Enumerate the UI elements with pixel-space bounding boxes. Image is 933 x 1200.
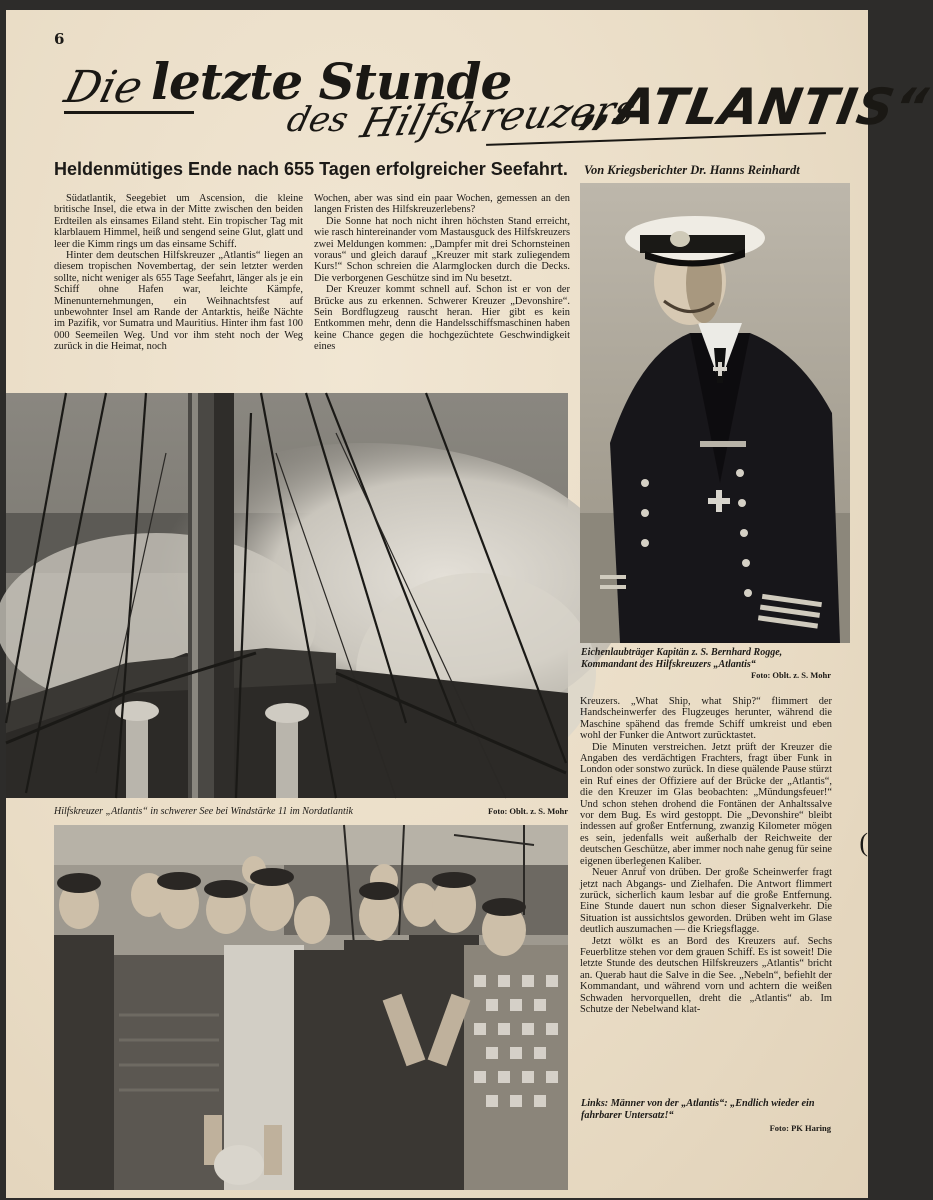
text-column-3	[580, 696, 832, 1088]
crew-photo-credit: Foto: PK Haring	[769, 1123, 831, 1133]
headline-atlantis: „ATLANTIS“	[578, 78, 933, 136]
headline-letzte-stunde: letzte Stunde	[151, 52, 512, 111]
paragraph: Der Kreuzer kommt schnell auf. Schon ist er von der Brücke aus zu erkennen. Schwerer Kreuzer „Devonshire“. Sein Bordflugzeug rauscht heran. Hier gibt es kein Entkommen mehr, denn die Handelsschiffsmaschinen haben keine Chance gegen die hochgezüchtete Geschwindigkeit eines	[314, 284, 570, 353]
crew-photo-caption: Links: Männer von der „Atlantis“: „Endlich wieder ein fahrbarer Untersatz!“	[581, 1098, 815, 1121]
headline-die: Die	[59, 62, 148, 113]
paragraph: Hinter dem deutschen Hilfskreuzer „Atlantis“ liegen an diesem tropischen Novembertag, der sein letzter werden sollte, nicht weniger als 655 Tage Seefahrt, länger als je ein Schiff ohne Hafen war, leichte Kämpfe, Minenunternehmungen, ein Weihnachtsfest auf unbewohnter Insel am Rande der Antarktis, heiße Nächte im Pazifik, vor Sumatra und Mauritius. Hinter ihm fast 100 000 Seemeilen Weg. Und vor ihm steht noch der Weg zurück in die Heimat, noch	[54, 250, 303, 353]
captain-portrait-photo	[580, 183, 850, 643]
captain-photo-caption	[581, 647, 831, 682]
headline-hilfskreuzers: Hilfskreuzers	[355, 86, 642, 148]
crew-photo	[54, 825, 568, 1190]
captain-caption-line1: Eichenlaubträger Kapitän z. S. Bernhard Rogge,	[581, 647, 783, 658]
headline-des: des	[283, 100, 353, 140]
magazine-page	[6, 10, 933, 1198]
ship-photo	[6, 393, 568, 798]
edge-bracket-mark: (	[859, 828, 868, 857]
captain-caption-line2: Kommandant des Hilfskreuzers „Atlantis“	[581, 658, 756, 670]
ship-photo-caption	[54, 806, 568, 818]
ship-photo-credit: Foto: Oblt. z. S. Mohr	[487, 806, 568, 816]
text-column-1	[54, 193, 303, 393]
paragraph: Südatlantik, Seegebiet um Ascension, die kleine britische Insel, die etwa in der Mitte zwischen den beiden Erdteilen als einsames Eiland steht. Ein tropischer Tag mit klarblauem Himmel, heiß und sengend seine Glut, glatt und leer die Kimm rings um das einsame Schiff.	[54, 193, 303, 250]
paragraph: Wochen, aber was sind ein paar Wochen, gemessen an den langen Fristen des Hilfskreuzerlebens?	[314, 193, 570, 216]
article-byline: Von Kriegsberichter Dr. Hanns Reinhardt	[584, 163, 800, 177]
paragraph: Jetzt wölkt es an Bord des Kreuzers auf. Sechs Feuerblitze stehen vor dem grauen Schiff. Es ist soweit! Die letzte Stunde des deutschen Hilfskreuzers „Atlantis“ bricht an. Querab haut die Salve in die See. „Nebeln“, befiehlt der Kommandant, und während vorn und achtern die weißen Schwaden hervorquellen, dreht die „Atlantis“ ab. Im Schutze der Nebelwand klat-	[580, 935, 832, 1015]
page-number: 6	[54, 30, 65, 48]
paragraph: Die Sonne hat noch nicht ihren höchsten Stand erreicht, wie rasch hintereinander vom Mastausguck des Hilfskreuzers zwei Meldungen kommen: „Dampfer mit drei Schornsteinen voraus“ und gleich darauf „Kreuzer mit stark zuliegendem Kurs!“ Schon schreien die Alarmglocken durch die Decks. Die verborgenen Geschütze sind im Nu besetzt.	[314, 215, 570, 284]
text-column-2	[314, 193, 570, 393]
ship-caption-text: Hilfskreuzer „Atlantis“ in schwerer See bei Windstärke 11 im Nordatlantik	[54, 806, 353, 817]
article-subtitle: Heldenmütiges Ende nach 655 Tagen erfolgreicher Seefahrt.	[54, 159, 568, 179]
paragraph: Die Minuten verstreichen. Jetzt prüft der Kreuzer die Angaben des verdächtigen Frachters, fragt über Funk in London oder sonstwo zurück. In diese quälende Pause stürzt ein Ruf eines der Offiziere auf der Brücke der „Atlantis“, die den Kreuzer im Glas beobachten: „Mündungsfeuer!“ Und schon stehen drohend die Fontänen der Anhaltssalve vor dem Bug. Es wird gestoppt. Die „Devonshire“ bleibt indessen auf großer Entfernung, zwanzig Kilometer mögen es sein, jedenfalls weit außerhalb der Reichweite der deutschen Geschütze, aber immer noch nahe genug für seine eigenen überlegenen Kaliber.	[580, 741, 832, 867]
paragraph: Kreuzers. „What Ship, what Ship?“ flimmert der Handscheinwerfer des Flugzeuges herunter, während die Maschine spähend das fremde Schiff umkreist und eben wohl der Funker die Antwort zurücktastet.	[580, 696, 832, 742]
paragraph: Neuer Anruf von drüben. Der große Scheinwerfer fragt jetzt nach Abgangs- und Zielhafen. Die Antwort flimmert zurück, sicherlich kaum lesbar auf die große Entfernung. Eine Stunde dauert nun schon dieser Signalverkehr. Die Situation ist aussichtslos geworden. Drüben weht im Glase deutlich auszumachen — die Kriegsflagge.	[580, 867, 832, 936]
captain-photo-credit: Foto: Oblt. z. S. Mohr	[750, 670, 831, 680]
